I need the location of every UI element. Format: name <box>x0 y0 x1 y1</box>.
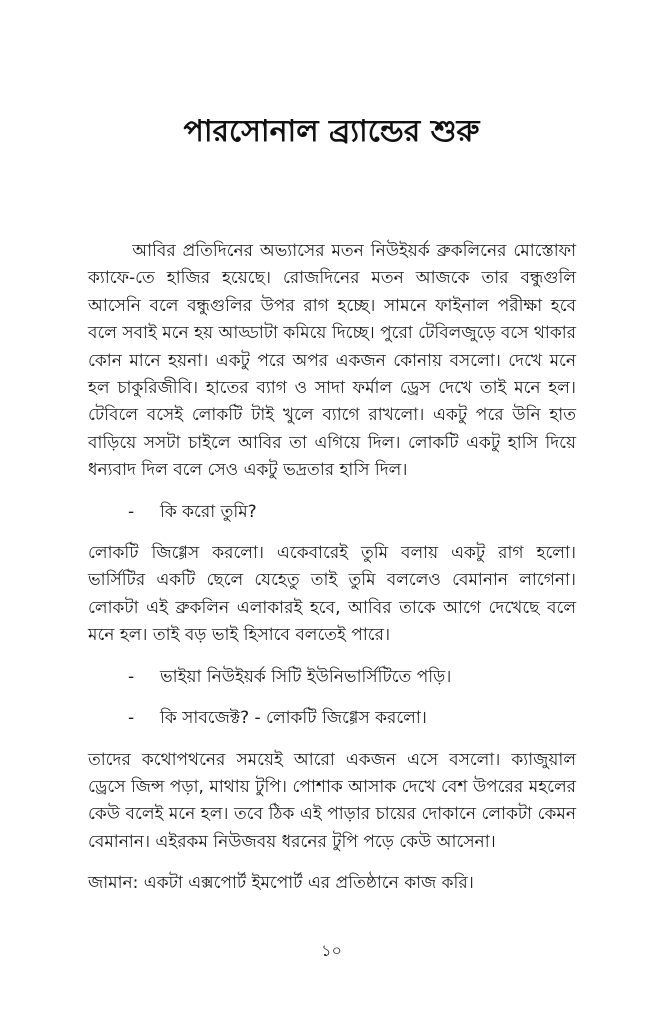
dialogue-text: কি করো তুমি? <box>160 501 257 522</box>
dialogue-line <box>88 499 576 526</box>
dialogue-dash: - <box>128 501 135 522</box>
dialogue-dash: - <box>128 708 135 729</box>
paragraph-narration: তাদের কথোপথনের সময়েই আরো একজন এসে বসলো। ক্যাজুয়াল ড্রেসে জিন্স পড়া, মাথায় টুপি। পোশাক আসাক দেখে বেশ উপরের মহলের কেউ বলেই মনে হল। তবে ঠিক এই পাড়ার চায়ের দোকানে লোকটা কেমন বেমানান। এইরকম নিউজবয় ধরনের টুপি পড়ে কেউ আসেনা। <box>88 749 576 852</box>
chapter-body <box>88 238 576 898</box>
paragraph-narration: লোকটি জিগ্গেস করলো। একেবারেই তুমি বলায় একটু রাগ হলো। ভার্সিটির একটি ছেলে যেহেতু তাই তুমি বললেও বেমানান লাগেনা। লোকটা এই ব্রুকলিন এলাকারই হবে, আবির তাকে আগে দেখেছে বলে মনে হল। তাই বড় ভাই হিসাবে বলতেই পারে। <box>88 543 576 646</box>
dialogue-line <box>88 664 576 691</box>
chapter-title: পারসোনাল ব্র্যান্ডের শুরু <box>183 114 480 149</box>
dialogue-text: ভাইয়া নিউইয়র্ক সিটি ইউনিভার্সিটিতে পড়ি। <box>160 666 452 687</box>
page-number: ১০ <box>321 941 342 960</box>
dialogue-dash: - <box>128 666 135 687</box>
paragraph-dialogue-speaker: জামান: একটা এক্সপোর্ট ইমপোর্ট এর প্রতিষ্ঠানে কাজ করি। <box>88 873 474 894</box>
paragraph-opening: আবির প্রতিদিনের অভ্যাসের মতন নিউইয়র্ক ব্রুকলিনের মোস্তোফা ক্যাফে-তে হাজির হয়েছে। রোজদিনের মতন আজকে তার বন্ধুগুলি আসেনি বলে বন্ধুগুলির উপর রাগ হচ্ছে। সামনে ফাইনাল পরীক্ষা হবে বলে সবাই মনে হয় আড্ডাটা কমিয়ে দিচ্ছে। পুরো টেবিলজুড়ে বসে থাকার কোন মানে হয়না। একটু পরে অপর একজন কোনায় বসলো। দেখে মনে হল চাকুরিজীবি। হাতের ব্যাগ ও সাদা ফর্মাল ড্রেস দেখে তাই মনে হল। টেবিলে বসেই লোকটি টাই খুলে ব্যাগে রাখলো। একটু পরে উনি হাত বাড়িয়ে সসটা চাইলে আবির তা এগিয়ে দিল। লোকটি একটু হাসি দিয়ে ধন্যবাদ দিল বলে সেও একটু ভদ্রতার হাসি দিল। <box>88 241 576 481</box>
dialogue-line <box>88 705 576 732</box>
dialogue-text: কি সাবজেক্ট? - লোকটি জিগ্গেস করলো। <box>160 708 427 729</box>
